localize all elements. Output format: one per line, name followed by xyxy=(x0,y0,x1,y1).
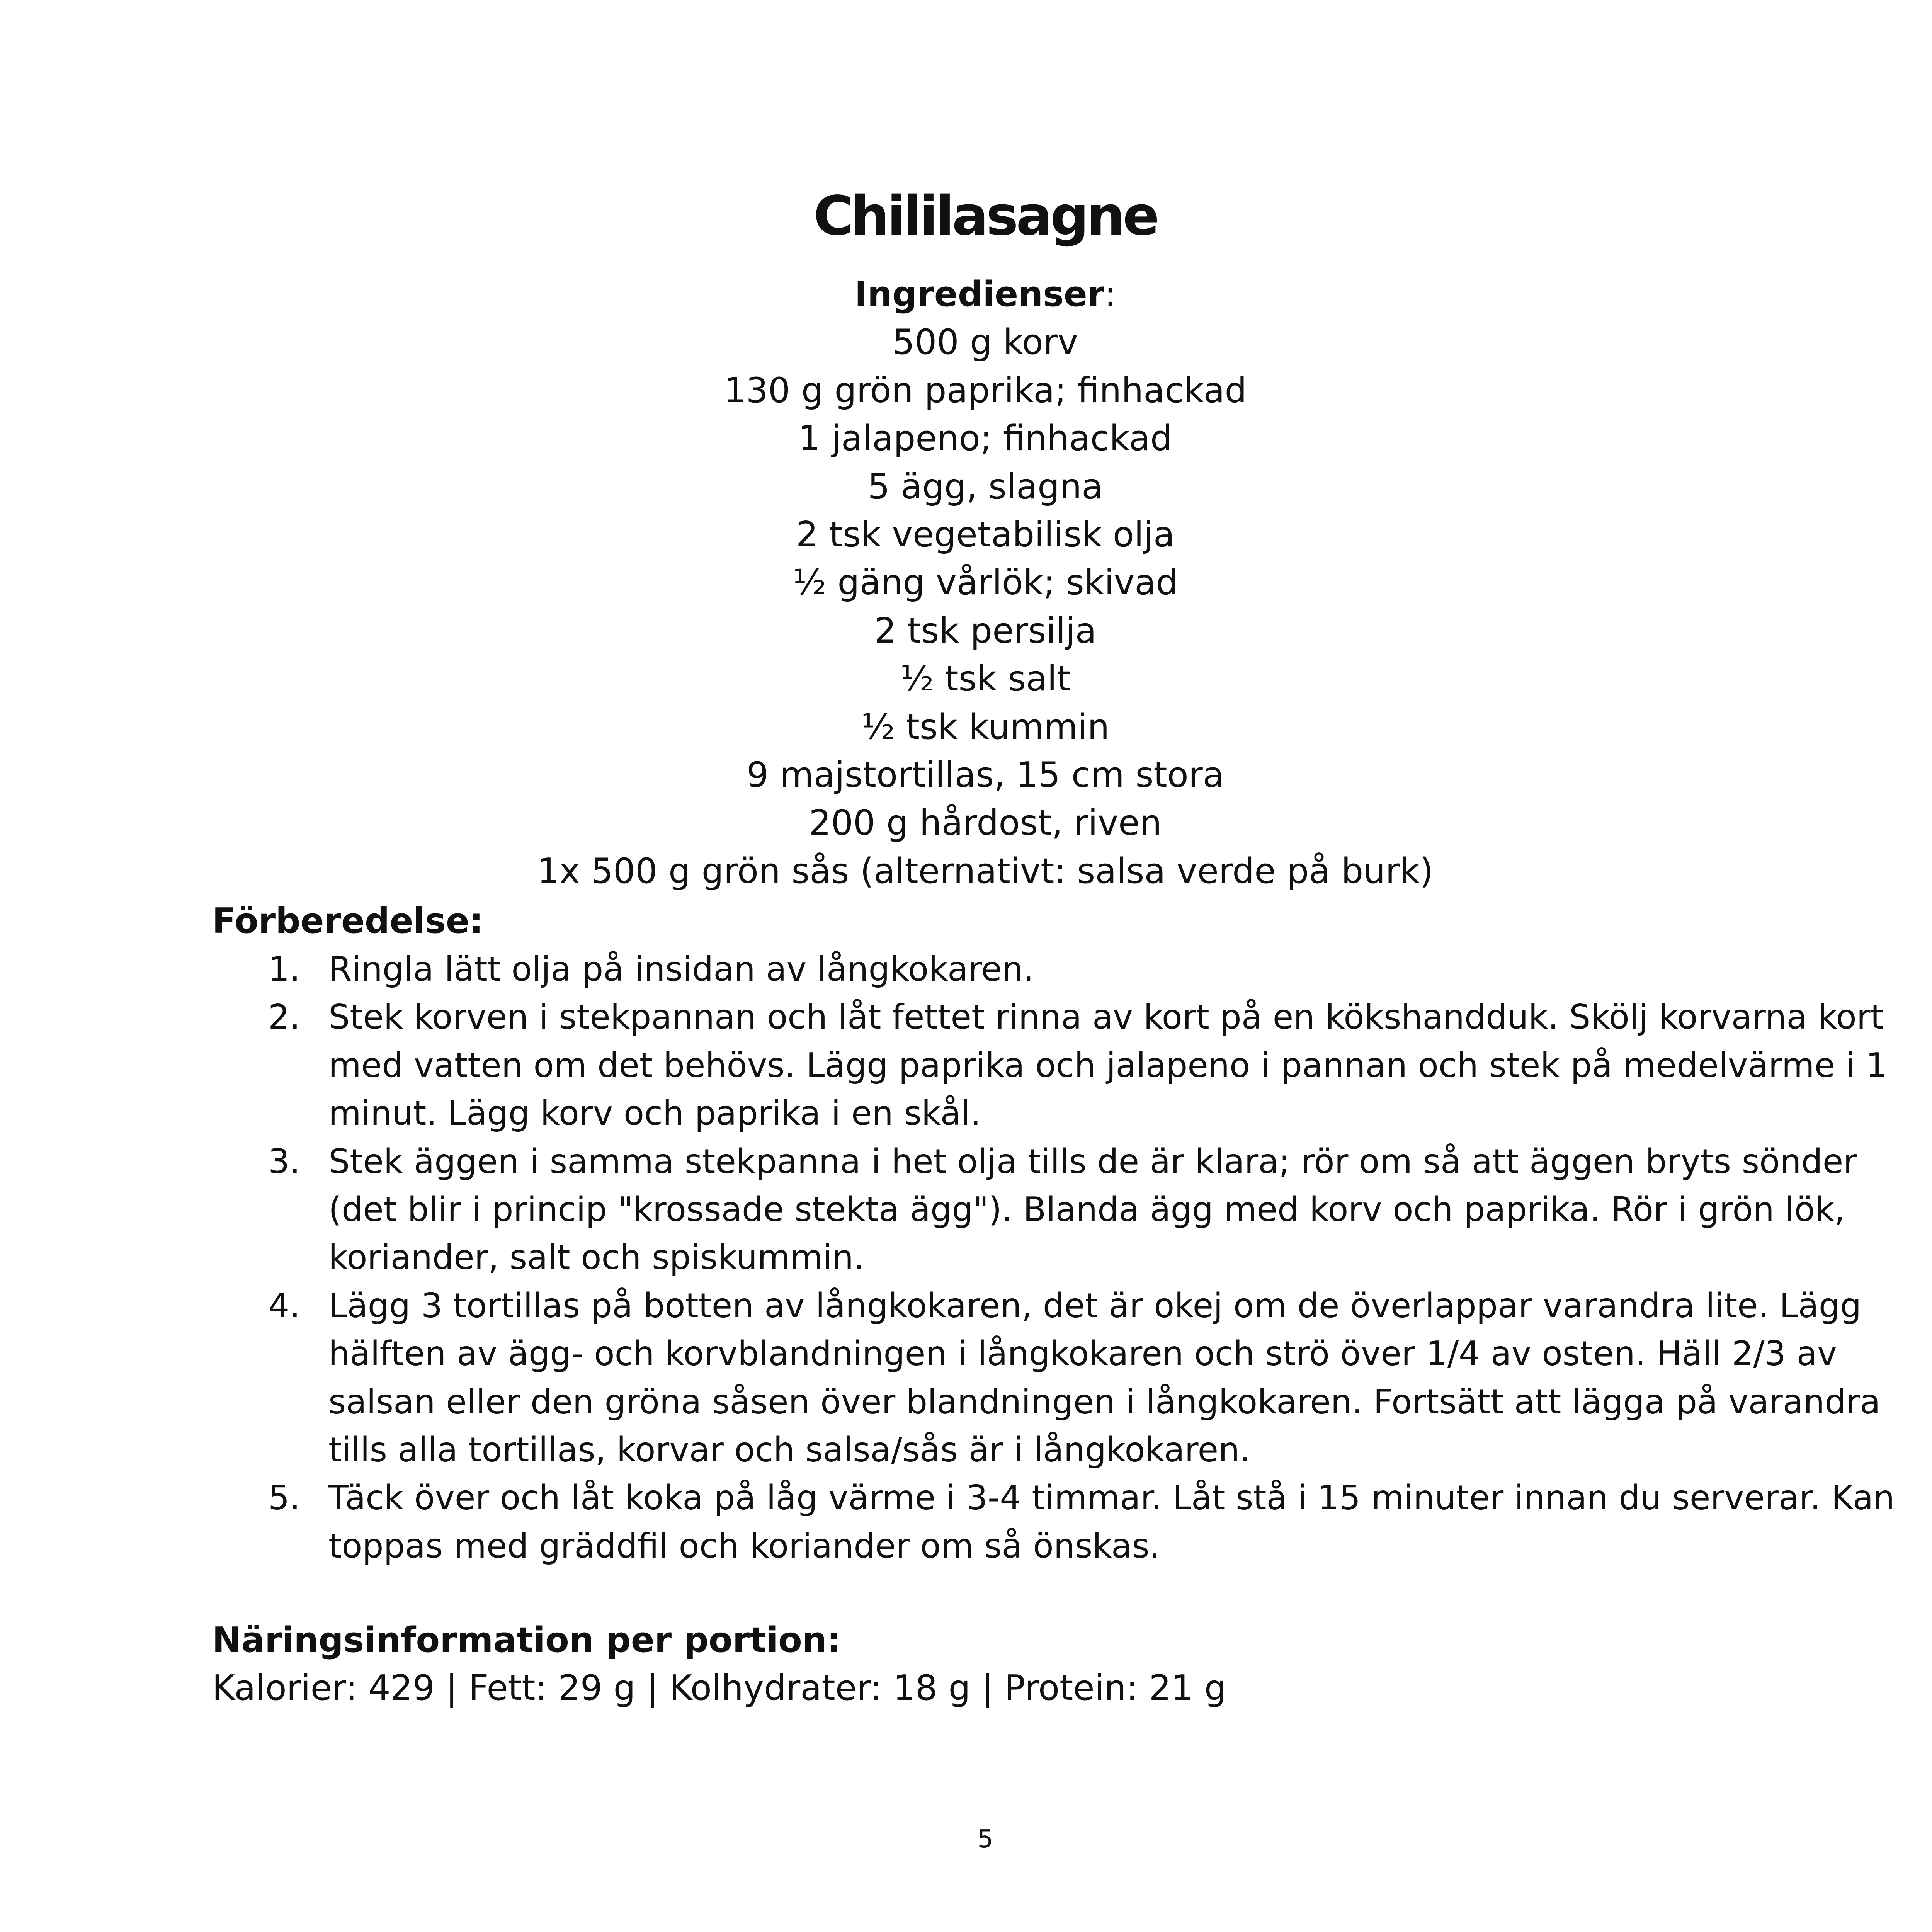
preparation-step xyxy=(212,1282,1897,1474)
ingredients-heading-colon: : xyxy=(1104,274,1116,315)
step-text: Lägg 3 tortillas på botten av långkokaren, det är okej om de överlappar varandra lite. Lägg hälften av ägg- och korvblandningen i långkokaren och strö över 1/4 av osten. Häll 2/3 av salsan eller den gröna såsen över blandningen i långkokaren. Fortsätt att lägga på varandra tills alla tortillas, korvar och salsa/sås är i långkokaren. xyxy=(328,1286,1881,1470)
page-number: 5 xyxy=(977,1825,993,1854)
recipe-title: Chililasagne xyxy=(813,185,1157,248)
step-text: Täck över och låt koka på låg värme i 3-4 timmar. Låt stå i 15 minuter innan du serverar. Kan toppas med gräddfil och koriander om så önskas. xyxy=(328,1478,1895,1566)
preparation-heading: Förberedelse: xyxy=(212,901,483,941)
preparation-step xyxy=(212,1474,1897,1570)
ingredient-item: ½ tsk salt xyxy=(900,658,1071,699)
nutrition-heading: Näringsinformation per portion: xyxy=(212,1620,841,1660)
ingredient-item: 1 jalapeno; finhackad xyxy=(798,418,1172,459)
preparation-steps xyxy=(212,945,1897,1570)
ingredients-section xyxy=(0,270,1932,895)
ingredients-heading-label: Ingredienser xyxy=(854,274,1105,315)
ingredient-item: ½ tsk kummin xyxy=(861,706,1110,747)
ingredients-heading xyxy=(0,270,1932,318)
ingredient-item: 2 tsk vegetabilisk olja xyxy=(796,514,1175,555)
preparation-step xyxy=(212,1138,1897,1282)
step-number: 5. xyxy=(268,1478,301,1518)
step-number: 4. xyxy=(268,1286,301,1325)
ingredient-item: 130 g grön paprika; finhackad xyxy=(724,370,1247,411)
step-number: 3. xyxy=(268,1141,301,1181)
step-text: Stek äggen i samma stekpanna i het olja tills de är klara; rör om så att äggen bryts sönder (det blir i princip "krossade stekta ägg"). Blanda ägg med korv och paprika. Rör i grön lök, koriander, salt och spiskummin. xyxy=(328,1141,1857,1277)
ingredient-item: ½ gäng vårlök; skivad xyxy=(793,562,1178,603)
ingredients-list xyxy=(0,318,1932,895)
nutrition-info: Kalorier: 429 | Fett: 29 g | Kolhydrater: 18 g | Protein: 21 g xyxy=(212,1668,1226,1708)
ingredient-item: 200 g hårdost, riven xyxy=(809,803,1162,844)
ingredient-item: 2 tsk persilja xyxy=(874,610,1097,651)
step-number: 1. xyxy=(268,949,301,989)
step-text: Stek korven i stekpannan och låt fettet rinna av kort på en kökshandduk. Skölj korvarna kort med vatten om det behövs. Lägg paprika och jalapeno i pannan och stek på medelvärme i 1 minut. Lägg korv och paprika i en skål. xyxy=(328,997,1888,1133)
ingredient-item: 5 ägg, slagna xyxy=(867,466,1103,507)
step-number: 2. xyxy=(268,997,301,1037)
ingredient-item: 1x 500 g grön sås (alternativt: salsa verde på burk) xyxy=(537,850,1434,891)
step-text: Ringla lätt olja på insidan av långkokaren. xyxy=(328,949,1034,989)
preparation-step xyxy=(212,993,1897,1137)
ingredient-item: 9 majstortillas, 15 cm stora xyxy=(747,755,1224,796)
preparation-step xyxy=(212,945,1897,993)
ingredient-item: 500 g korv xyxy=(892,322,1078,363)
